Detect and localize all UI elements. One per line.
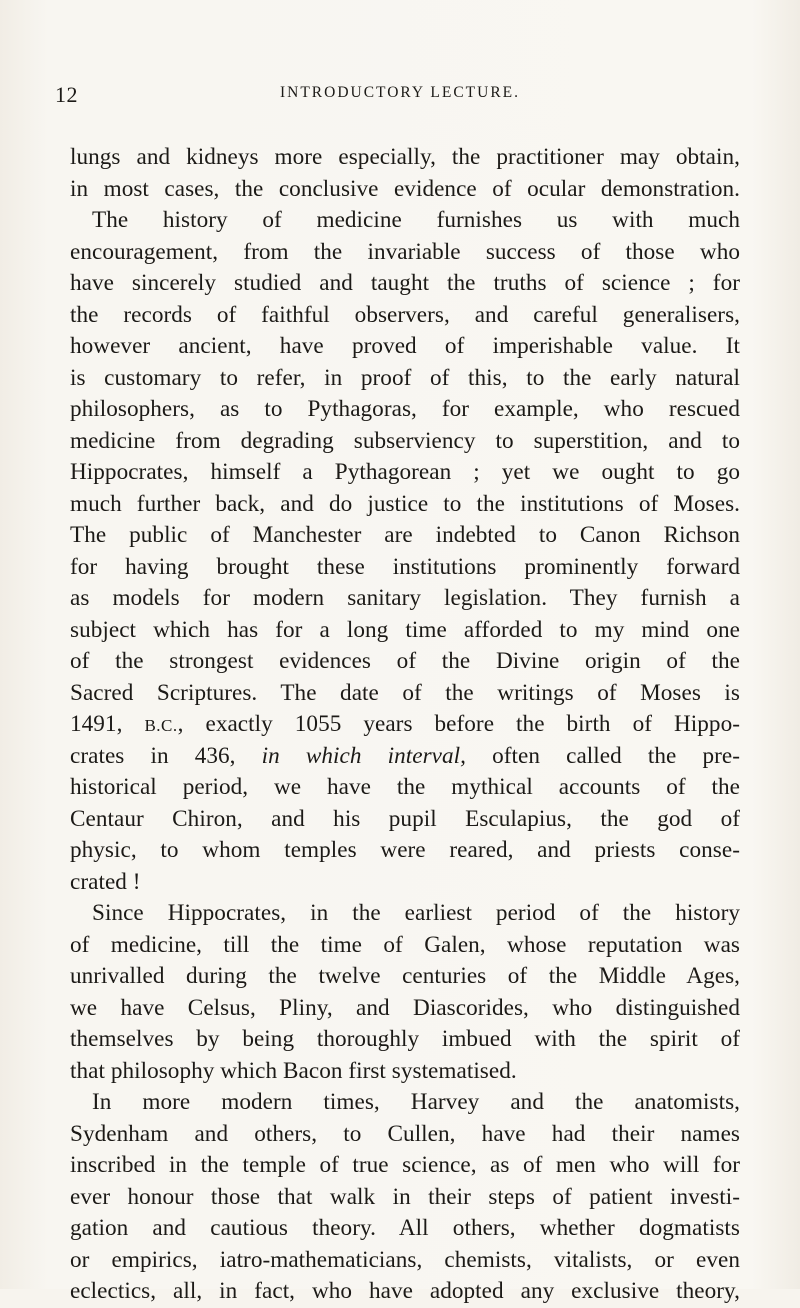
text-run: , exactly 1055 years before the birth of Hippo- bbox=[177, 711, 740, 737]
text-line: The history of medicine furnishes us with much bbox=[92, 207, 740, 233]
text-line: medicine from degrading subserviency to superstition, and to bbox=[70, 427, 740, 454]
text-line: gation and cautious theory. All others, whether dogmatists bbox=[70, 1215, 740, 1241]
text-line: physic, to whom temples were reared, and priests conse- bbox=[70, 837, 740, 863]
text-line: encouragement, from the invariable success of those who bbox=[70, 238, 740, 265]
text-line bbox=[70, 741, 740, 773]
text-line: have sincerely studied and taught the truths of science ; for bbox=[70, 270, 740, 296]
text-line: historical period, we have the mythical accounts of the bbox=[70, 774, 740, 800]
text-run: crates in 436, bbox=[70, 742, 262, 769]
text-line bbox=[70, 709, 740, 741]
text-line: in most cases, the conclusive evidence of ocular demonstration. bbox=[70, 175, 740, 202]
text-line: that philosophy which Bacon first systematised. bbox=[70, 1057, 517, 1084]
text-line: or empirics, iatro-mathematicians, chemists, vitalists, or even bbox=[70, 1246, 740, 1273]
text-line: of the strongest evidences of the Divine origin of the bbox=[70, 648, 740, 674]
text-line: subject which has for a long time afforded to my mind one bbox=[70, 616, 740, 643]
text-line: eclectics, all, in fact, who have adopted any exclusive theory, bbox=[70, 1278, 740, 1304]
text-line: Sydenham and others, to Cullen, have had their names bbox=[70, 1120, 740, 1147]
text-line: The public of Manchester are indebted to Canon Richson bbox=[70, 522, 740, 548]
text-line: the records of faithful observers, and careful generalisers, bbox=[70, 301, 740, 328]
text-line: of medicine, till the time of Galen, whose reputation was bbox=[70, 931, 740, 958]
text-line: themselves by being thoroughly imbued with the spirit of bbox=[70, 1026, 740, 1052]
text-line: unrivalled during the twelve centuries of the Middle Ages, bbox=[70, 963, 740, 989]
text-line: inscribed in the temple of true science, as of men who will for bbox=[70, 1152, 740, 1178]
text-line: lungs and kidneys more especially, the practitioner may obtain, bbox=[70, 144, 740, 170]
text-run: often called the pre- bbox=[465, 742, 740, 769]
text-line: Hippocrates, himself a Pythagorean ; yet we ought to go bbox=[70, 459, 740, 485]
text-line: In more modern times, Harvey and the anatomists, bbox=[92, 1089, 740, 1115]
text-run: 1491, bbox=[70, 711, 145, 737]
text-line: as models for modern sanitary legislation. They furnish a bbox=[70, 585, 740, 611]
text-line: much further back, and do justice to the institutions of Moses. bbox=[70, 490, 740, 517]
text-line: ever honour those that walk in their steps of patient investi- bbox=[70, 1183, 740, 1210]
running-head: INTRODUCTORY LECTURE. bbox=[279, 84, 521, 101]
italic-run: in which interval, bbox=[261, 742, 466, 769]
page-header bbox=[55, 82, 745, 110]
text-line: philosophers, as to Pythagoras, for example, who rescued bbox=[70, 396, 740, 422]
text-line: Sacred Scriptures. The date of the writings of Moses is bbox=[70, 679, 740, 706]
text-line: crated ! bbox=[70, 868, 141, 895]
text-line: however ancient, have proved of imperishable value. It bbox=[70, 333, 740, 359]
small-caps-run: B.C. bbox=[144, 716, 178, 735]
text-line: Centaur Chiron, and his pupil Esculapius, the god of bbox=[70, 805, 740, 832]
text-line: we have Celsus, Pliny, and Diascorides, who distinguished bbox=[70, 994, 740, 1021]
page-number: 12 bbox=[55, 82, 78, 107]
text-line: is customary to refer, in proof of this, to the early natural bbox=[70, 364, 740, 391]
text-line: for having brought these institutions prominently forward bbox=[70, 553, 740, 580]
text-line: Since Hippocrates, in the earliest period of the history bbox=[92, 900, 740, 926]
body-text bbox=[70, 142, 740, 1308]
